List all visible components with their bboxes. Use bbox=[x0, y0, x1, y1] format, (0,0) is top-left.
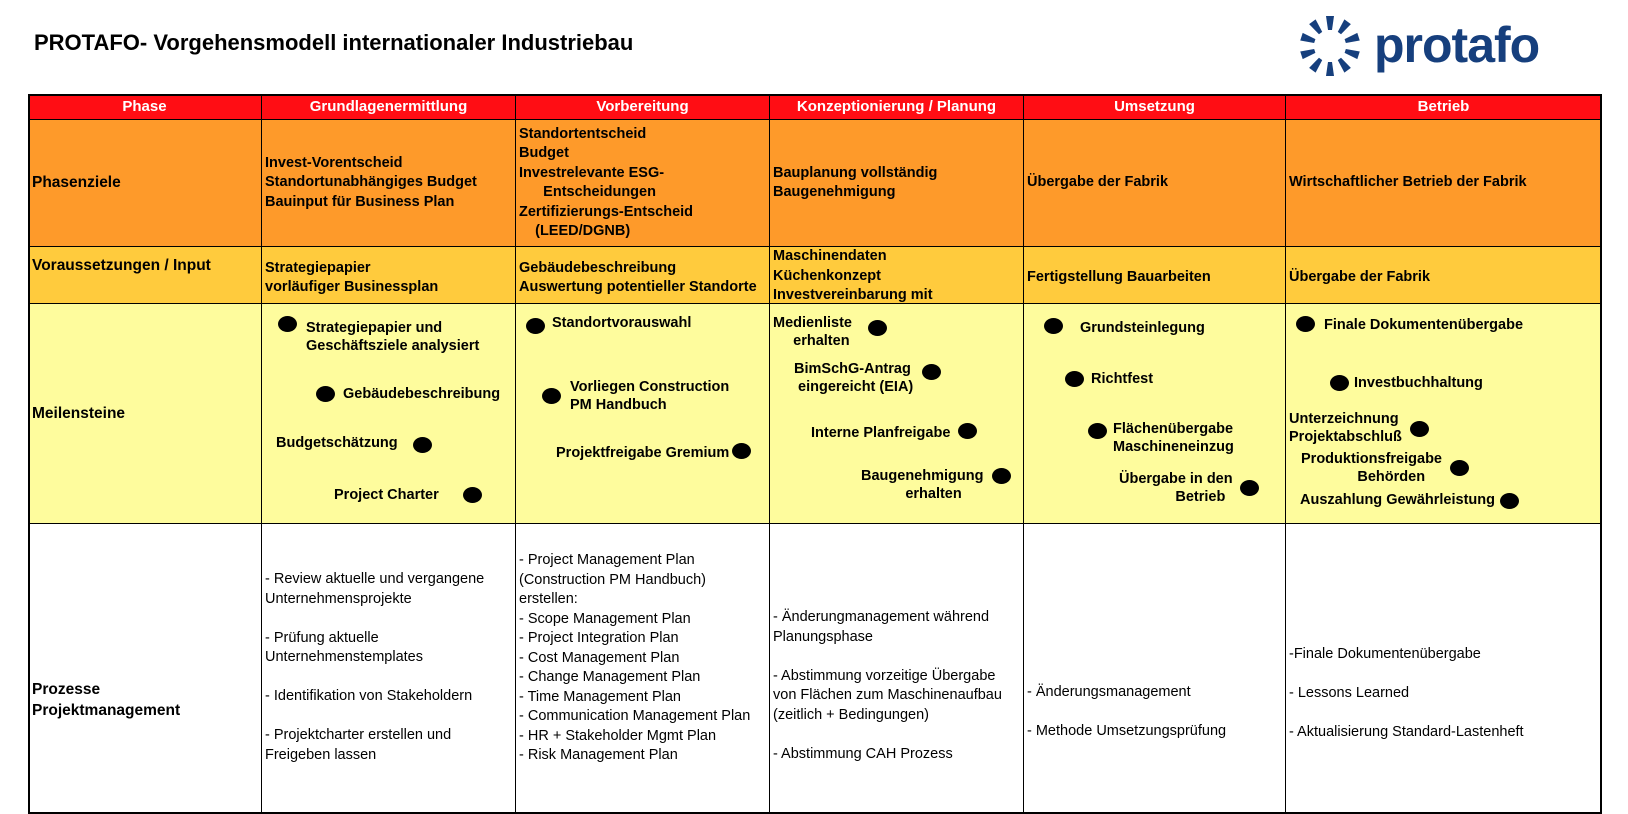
meilensteine-cell-vorbereitung bbox=[516, 304, 770, 524]
phasenziele-cell bbox=[770, 120, 1024, 247]
milestone-label: Baugenehmigung erhalten bbox=[861, 468, 984, 502]
voraussetzungen-cell bbox=[1286, 247, 1602, 304]
phasenziele-cell bbox=[1024, 120, 1286, 247]
milestone-dot-icon bbox=[1088, 423, 1107, 439]
voraussetzungen-label: Voraussetzungen / Input bbox=[32, 257, 211, 274]
milestone-label: Medienliste erhalten bbox=[773, 315, 852, 349]
milestone-label: BimSchG-Antrag eingereicht (EIA) bbox=[794, 361, 914, 395]
milestone-label: Project Charter bbox=[334, 487, 439, 503]
prozesse-text: - Review aktuelle und vergangene Unternehmensprojekte - Prüfung aktuelle Unternehmenstemplates - Identifikation von Stakeholdern - Projektcharter erstellen und Freigeben lassen bbox=[265, 571, 485, 763]
milestone-dot-icon bbox=[1240, 480, 1259, 496]
prozesse-text: -Finale Dokumentenübergabe - Lessons Learned - Aktualisierung Standard-Lastenheft bbox=[1289, 646, 1524, 740]
meilensteine-cell-grundlagen bbox=[262, 304, 516, 524]
prozesse-cell bbox=[1024, 524, 1286, 814]
milestone-dot-icon bbox=[463, 487, 482, 503]
page-title: PROTAFO- Vorgehensmodell internationaler Industriebau bbox=[34, 30, 634, 55]
milestone-dot-icon bbox=[958, 423, 977, 439]
milestone-dot-icon bbox=[1044, 318, 1063, 334]
row-label-meilensteine bbox=[28, 304, 262, 524]
milestone-dot-icon bbox=[1500, 493, 1519, 509]
milestone-dot-icon bbox=[1330, 375, 1349, 391]
milestone-label: Strategiepapier und Geschäftsziele analysiert bbox=[306, 320, 480, 354]
voraussetzungen-cell bbox=[516, 247, 770, 304]
voraussetzungen-text: Gebäudebeschreibung Auswertung potentieller Standorte bbox=[519, 259, 757, 295]
milestone-label: Budgetschätzung bbox=[276, 435, 398, 451]
voraussetzungen-cell bbox=[1024, 247, 1286, 304]
milestone-label: Investbuchhaltung bbox=[1354, 375, 1483, 391]
milestone-label: Standortvorauswahl bbox=[552, 315, 692, 331]
phasenziele-cell bbox=[1286, 120, 1602, 247]
milestone-dot-icon bbox=[278, 316, 297, 332]
header-konzeptionierung: Konzeptionierung / Planung bbox=[770, 94, 1024, 120]
milestone-dot-icon bbox=[413, 437, 432, 453]
milestone-label: Flächenübergabe Maschineneinzug bbox=[1113, 421, 1234, 455]
milestone-dot-icon bbox=[732, 443, 751, 459]
voraussetzungen-cell bbox=[770, 247, 1024, 304]
prozesse-cell bbox=[516, 524, 770, 814]
milestone-label: Interne Planfreigabe bbox=[811, 425, 951, 441]
milestone-dot-icon bbox=[316, 386, 335, 402]
prozesse-cell bbox=[1286, 524, 1602, 814]
prozesse-text: - Änderungmanagement während Planungsphase - Abstimmung vorzeitige Übergabe von Flächen zum Maschinenaufbau (zeitlich + Bedingungen) - Abstimmung CAH Prozess bbox=[773, 609, 1002, 762]
milestone-label: Grundsteinlegung bbox=[1080, 320, 1205, 336]
prozesse-cell bbox=[770, 524, 1024, 814]
milestone-label: Projektfreigabe Gremium bbox=[556, 445, 730, 461]
prozesse-label: Prozesse Projektmanagement bbox=[32, 681, 181, 719]
phasenziele-text: Bauplanung vollständig Baugenehmigung bbox=[773, 164, 938, 200]
phasenziele-text: Wirtschaftlicher Betrieb der Fabrik bbox=[1289, 174, 1527, 191]
milestone-label: Richtfest bbox=[1091, 371, 1154, 387]
phasenziele-cell bbox=[262, 120, 516, 247]
voraussetzungen-text: Strategiepapier vorläufiger Businessplan bbox=[265, 259, 439, 295]
milestone-label: Unterzeichnung Projektabschluß bbox=[1289, 411, 1402, 445]
row-label-voraussetzungen bbox=[28, 247, 262, 304]
voraussetzungen-cell bbox=[262, 247, 516, 304]
prozesse-text: - Änderungsmanagement - Methode Umsetzungsprüfung bbox=[1027, 684, 1227, 739]
process-model-table bbox=[28, 94, 1602, 814]
meilensteine-cell-betrieb bbox=[1286, 304, 1602, 524]
milestone-label: Vorliegen Construction PM Handbuch bbox=[570, 379, 730, 413]
phasenziele-text: Invest-Vorentscheid Standortunabhängiges Budget Bauinput für Business Plan bbox=[265, 154, 477, 210]
milestone-label: Finale Dokumentenübergabe bbox=[1324, 317, 1524, 333]
header-grundlagenermittlung: Grundlagenermittlung bbox=[262, 94, 516, 120]
logo-wordmark: protafo bbox=[1374, 17, 1540, 73]
header-vorbereitung: Vorbereitung bbox=[516, 94, 770, 120]
milestone-dot-icon bbox=[1450, 460, 1469, 476]
milestone-dot-icon bbox=[1296, 316, 1315, 332]
milestone-dot-icon bbox=[868, 320, 887, 336]
meilensteine-cell-konzeption bbox=[770, 304, 1024, 524]
protafo-logo bbox=[1294, 12, 1574, 80]
header-betrieb: Betrieb bbox=[1286, 94, 1602, 120]
meilensteine-label: Meilensteine bbox=[32, 404, 126, 422]
voraussetzungen-text: Fertigstellung Bauarbeiten bbox=[1027, 269, 1211, 286]
milestone-dot-icon bbox=[526, 318, 545, 334]
milestone-label: Auszahlung Gewährleistung bbox=[1300, 492, 1495, 508]
row-label-prozesse bbox=[28, 524, 262, 814]
meilensteine-cell-umsetzung bbox=[1024, 304, 1286, 524]
voraussetzungen-text: Übergabe der Fabrik bbox=[1289, 269, 1431, 286]
milestone-label: Gebäudebeschreibung bbox=[343, 386, 501, 402]
voraussetzungen-text: Maschinendaten Küchenkonzept Investvereinbarung mit bbox=[773, 248, 933, 303]
prozesse-cell bbox=[262, 524, 516, 814]
phasenziele-text: Übergabe der Fabrik bbox=[1027, 174, 1169, 191]
milestone-dot-icon bbox=[992, 468, 1011, 484]
milestone-dot-icon bbox=[1065, 371, 1084, 387]
header-umsetzung: Umsetzung bbox=[1024, 94, 1286, 120]
phasenziele-text: Standortentscheid Budget Investrelevante ESG- Entscheidungen Zertifizierungs-Entscheid (LEED/DGNB) bbox=[519, 125, 694, 239]
milestone-dot-icon bbox=[922, 364, 941, 380]
milestone-label: Übergabe in den Betrieb bbox=[1119, 471, 1233, 505]
row-label-phasenziele bbox=[28, 120, 262, 247]
header-phase: Phase bbox=[28, 94, 262, 120]
milestone-dot-icon bbox=[1410, 421, 1429, 437]
protafo-star-logo-icon bbox=[1294, 12, 1366, 80]
milestone-label: Produktionsfreigabe Behörden bbox=[1301, 451, 1442, 485]
milestone-dot-icon bbox=[542, 388, 561, 404]
prozesse-text: - Project Management Plan (Construction PM Handbuch) erstellen: - Scope Management Plan - Project Integration Plan - Cost Management Plan - Change Management Plan - Time Management Plan - Communication Management Plan - HR + Stakeholder Mgmt Plan - Risk Management Plan bbox=[519, 552, 751, 763]
phasenziele-label: Phasenziele bbox=[32, 174, 121, 192]
phasenziele-cell bbox=[516, 120, 770, 247]
